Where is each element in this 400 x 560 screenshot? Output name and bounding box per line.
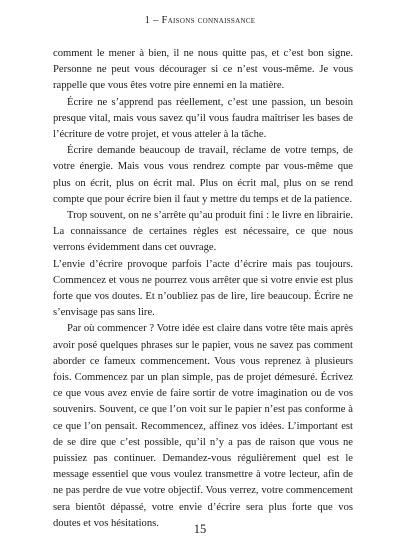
running-header: 1 – Faisons connaissance	[144, 15, 256, 26]
paragraph: Écrire demande beaucoup de travail, réclame de votre temps, de votre énergie. Mais vous vous rendrez compte par vous-même que plus on écrit, plus on écrit mal. Plus on écrit mal, plus on se rend compte que pour écrire bien il faut y mettre du temps et de la patience.	[53, 145, 353, 205]
page-number: 15	[193, 522, 207, 536]
paragraph: L’envie d’écrire provoque parfois l’acte d’écrire mais pas toujours. Commencez et vous ne pourrez vous arrêter que si votre envie est plus forte que vos doutes. Et n’oubliez pas de lire, lire beaucoup. Écrire ne s’envisage pas sans lire.	[53, 258, 353, 319]
body-text	[53, 46, 353, 532]
paragraph: Par où commencer ? Votre idée est claire dans votre tête mais après avoir posé quelques phrases sur le papier, vous ne savez pas comment aborder ce fameux commencement. Vous vous reprenez à plusieurs fois. Commencez par un plan simple, pas de projet démesuré. Écrivez ce que vous avez envie de faire sortir de votre imagination ou de vos souvenirs. Souvent, ce que l’on voit sur le papier n’est pas conforme à ce que l’on pensait. Recommencez, affinez vos idées. L’important est de se dire que c’est possible, qu’il n’y a pas de raison que vous ne puissiez pas continuer. Demandez-vous régulièrement quel est le message essentiel que vous voulez transmettre à votre lecteur, afin de ne pas perdre de vue votre objectif. Vous verrez, votre commencement sera bientôt dépassé, votre envie d’écrire sera plus forte que vos doutes et vos hésitations.	[53, 323, 353, 529]
paragraph: Écrire ne s’apprend pas réellement, c’est une passion, un besoin presque vital, mais vous savez qu’il vous faudra maîtriser les bases de l’écriture de votre projet, et vous atteler à la tâche.	[53, 96, 353, 141]
paragraph: Trop souvent, on ne s’arrête qu’au produit fini : le livre en librairie. La connaissance de certaines règles est nécessaire, ce que nous verrons évidemment dans cet ouvrage.	[53, 210, 353, 254]
paragraph: comment le mener à bien, il ne nous quitte pas, et c’est bon signe. Personne ne peut vous décourager si ce n’est vous-même. Je vous rappelle que vous êtes votre pire ennemi en la matière.	[53, 48, 353, 92]
